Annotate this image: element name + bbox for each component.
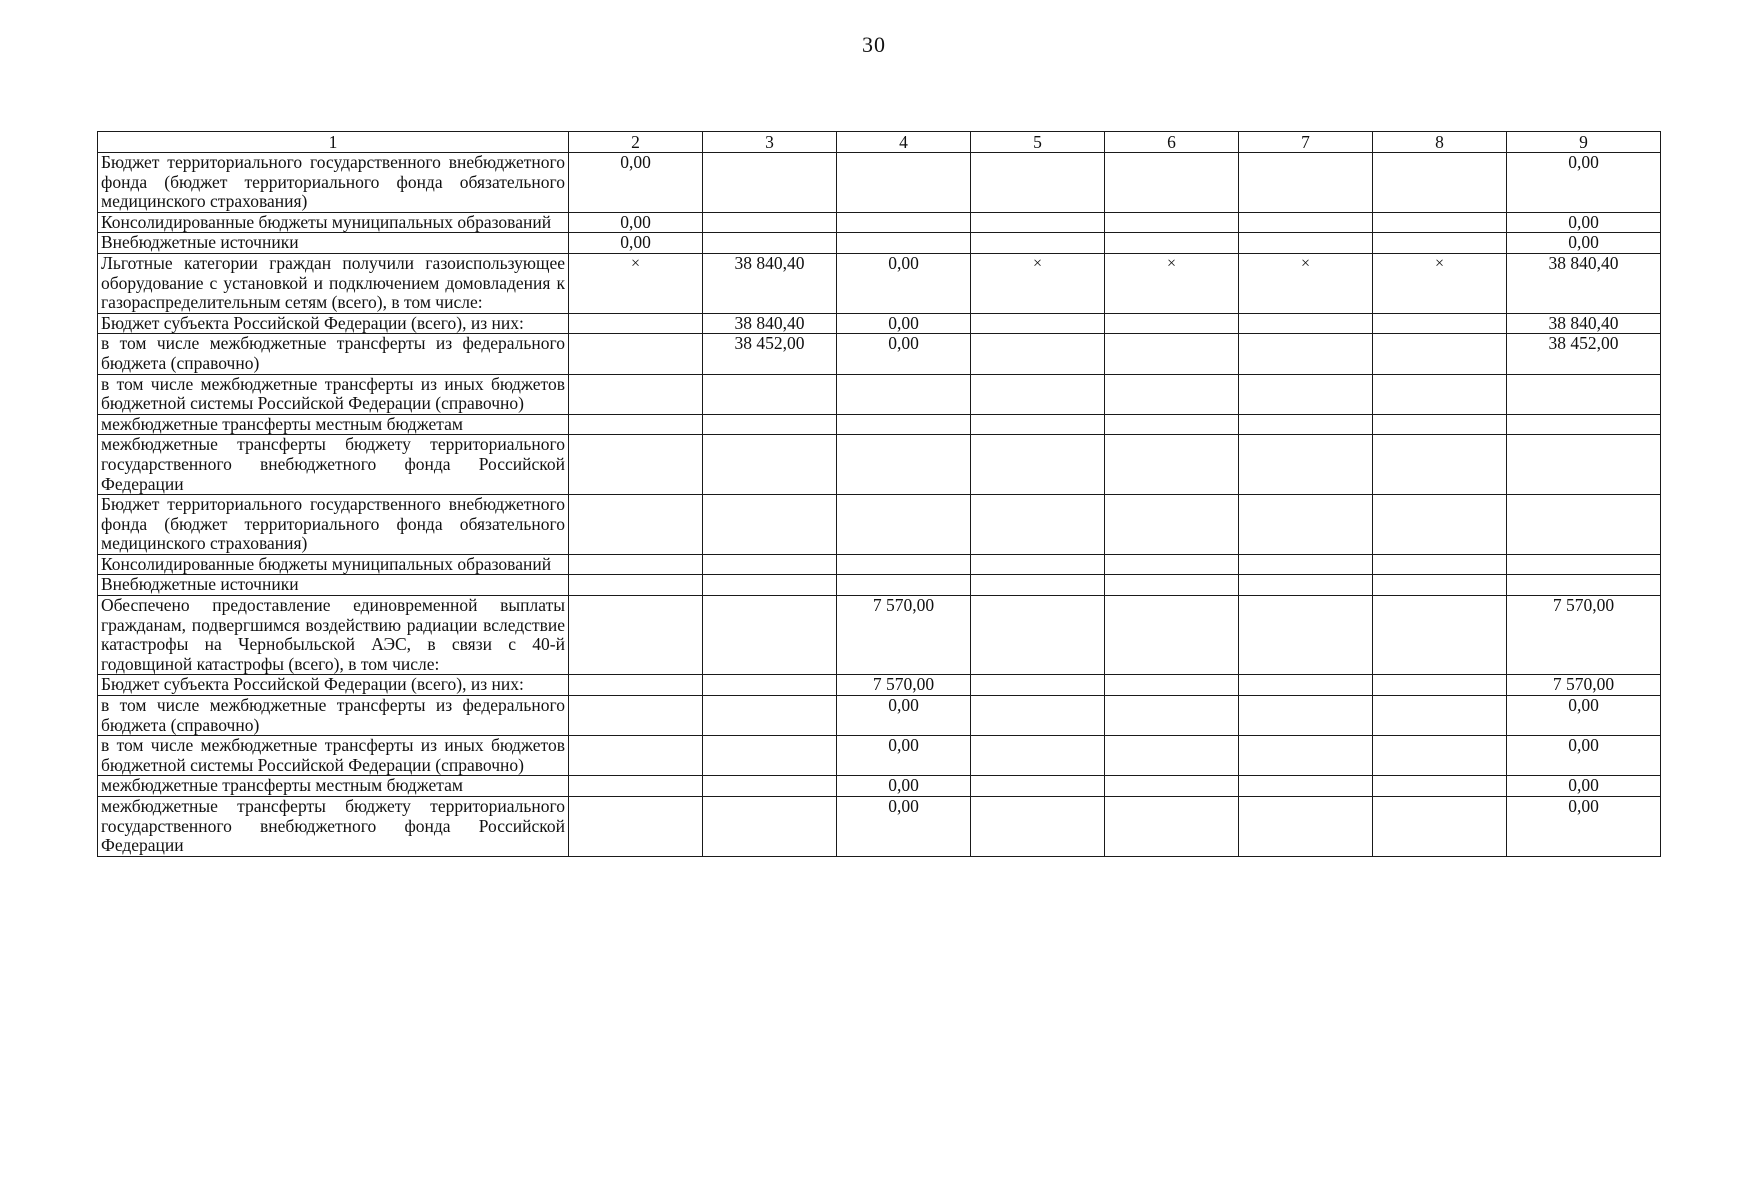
value-cell	[1239, 736, 1373, 776]
value-cell	[703, 414, 837, 435]
value-cell: 0,00	[569, 212, 703, 233]
row-label: Внебюджетные источники	[98, 233, 569, 254]
column-header: 9	[1507, 132, 1661, 153]
value-cell	[1239, 313, 1373, 334]
row-label: в том числе межбюджетные трансферты из федерального бюджета (справочно)	[98, 334, 569, 374]
value-cell	[1373, 696, 1507, 736]
value-cell	[703, 675, 837, 696]
value-cell	[1105, 374, 1239, 414]
value-cell: 38 452,00	[1507, 334, 1661, 374]
value-cell	[703, 374, 837, 414]
value-cell	[971, 696, 1105, 736]
value-cell	[1239, 374, 1373, 414]
value-cell	[1239, 212, 1373, 233]
value-cell	[1373, 554, 1507, 575]
value-cell	[971, 575, 1105, 596]
value-cell	[569, 696, 703, 736]
not-applicable-mark: ×	[569, 253, 703, 313]
not-applicable-mark: ×	[971, 253, 1105, 313]
value-cell: 38 840,40	[1507, 313, 1661, 334]
table-row	[98, 414, 1661, 435]
value-cell	[1105, 313, 1239, 334]
column-header: 1	[98, 132, 569, 153]
value-cell	[703, 575, 837, 596]
value-cell	[1507, 554, 1661, 575]
value-cell	[1239, 554, 1373, 575]
value-cell	[971, 797, 1105, 857]
row-label: в том числе межбюджетные трансферты из иных бюджетов бюджетной системы Российской Федерации (справочно)	[98, 374, 569, 414]
value-cell	[1507, 575, 1661, 596]
row-label: Льготные категории граждан получили газоиспользующее оборудование с установкой и подключением домовладения к газораспределительным сетям (всего), в том числе:	[98, 253, 569, 313]
value-cell: 0,00	[569, 153, 703, 213]
budget-table	[97, 131, 1661, 857]
value-cell: 0,00	[837, 334, 971, 374]
value-cell	[569, 374, 703, 414]
not-applicable-mark: ×	[1105, 253, 1239, 313]
row-label: Бюджет субъекта Российской Федерации (всего), из них:	[98, 313, 569, 334]
column-header: 2	[569, 132, 703, 153]
table-body	[98, 132, 1661, 857]
value-cell	[1105, 334, 1239, 374]
value-cell: 7 570,00	[1507, 675, 1661, 696]
value-cell	[1373, 435, 1507, 495]
value-cell	[971, 736, 1105, 776]
value-cell: 38 840,40	[703, 313, 837, 334]
value-cell	[1507, 435, 1661, 495]
value-cell	[1239, 435, 1373, 495]
value-cell	[1105, 776, 1239, 797]
value-cell	[703, 212, 837, 233]
value-cell	[837, 495, 971, 555]
value-cell	[1239, 334, 1373, 374]
value-cell: 0,00	[837, 253, 971, 313]
value-cell	[569, 313, 703, 334]
table-row	[98, 153, 1661, 213]
value-cell	[1105, 675, 1239, 696]
row-label: межбюджетные трансферты местным бюджетам	[98, 414, 569, 435]
value-cell: 0,00	[837, 776, 971, 797]
value-cell	[971, 776, 1105, 797]
value-cell: 0,00	[1507, 736, 1661, 776]
value-cell: 0,00	[837, 736, 971, 776]
value-cell: 0,00	[1507, 696, 1661, 736]
value-cell	[569, 675, 703, 696]
value-cell: 0,00	[1507, 233, 1661, 254]
not-applicable-mark: ×	[1239, 253, 1373, 313]
table-row	[98, 675, 1661, 696]
value-cell: 7 570,00	[837, 596, 971, 675]
value-cell	[837, 435, 971, 495]
column-header: 7	[1239, 132, 1373, 153]
value-cell	[1105, 575, 1239, 596]
value-cell	[569, 575, 703, 596]
value-cell	[1373, 575, 1507, 596]
value-cell	[703, 736, 837, 776]
value-cell	[971, 233, 1105, 254]
value-cell	[971, 212, 1105, 233]
value-cell	[1239, 797, 1373, 857]
value-cell	[1239, 153, 1373, 213]
table-row	[98, 554, 1661, 575]
value-cell	[837, 554, 971, 575]
value-cell	[569, 435, 703, 495]
table-row	[98, 797, 1661, 857]
value-cell	[1239, 596, 1373, 675]
value-cell: 38 840,40	[703, 253, 837, 313]
value-cell	[1105, 495, 1239, 555]
table-row	[98, 696, 1661, 736]
value-cell: 0,00	[837, 696, 971, 736]
table-row	[98, 495, 1661, 555]
value-cell	[1105, 233, 1239, 254]
row-label: Внебюджетные источники	[98, 575, 569, 596]
value-cell	[1373, 313, 1507, 334]
value-cell	[569, 554, 703, 575]
value-cell: 38 452,00	[703, 334, 837, 374]
value-cell	[1373, 212, 1507, 233]
table-row	[98, 212, 1661, 233]
value-cell	[703, 776, 837, 797]
table-row	[98, 253, 1661, 313]
value-cell: 7 570,00	[1507, 596, 1661, 675]
value-cell	[1105, 696, 1239, 736]
value-cell	[1373, 334, 1507, 374]
value-cell	[703, 495, 837, 555]
value-cell	[1239, 776, 1373, 797]
value-cell: 0,00	[837, 797, 971, 857]
page-number: 30	[862, 32, 886, 57]
value-cell	[569, 797, 703, 857]
table-row	[98, 435, 1661, 495]
value-cell: 0,00	[1507, 153, 1661, 213]
value-cell	[1105, 153, 1239, 213]
value-cell: 0,00	[1507, 212, 1661, 233]
value-cell	[703, 596, 837, 675]
value-cell	[569, 736, 703, 776]
value-cell	[837, 374, 971, 414]
value-cell	[569, 495, 703, 555]
row-label: межбюджетные трансферты бюджету территориального государственного внебюджетного фонда Российской Федерации	[98, 435, 569, 495]
row-label: межбюджетные трансферты местным бюджетам	[98, 776, 569, 797]
value-cell	[1373, 776, 1507, 797]
value-cell	[1105, 435, 1239, 495]
value-cell	[1239, 675, 1373, 696]
value-cell	[971, 334, 1105, 374]
value-cell: 0,00	[837, 313, 971, 334]
value-cell	[971, 374, 1105, 414]
value-cell	[1105, 554, 1239, 575]
table-row	[98, 233, 1661, 254]
value-cell	[1373, 374, 1507, 414]
value-cell	[703, 153, 837, 213]
value-cell	[1507, 374, 1661, 414]
table-row	[98, 596, 1661, 675]
value-cell: 0,00	[569, 233, 703, 254]
value-cell	[971, 313, 1105, 334]
value-cell	[569, 596, 703, 675]
value-cell	[1105, 212, 1239, 233]
column-header: 4	[837, 132, 971, 153]
table-row	[98, 313, 1661, 334]
value-cell	[837, 212, 971, 233]
column-header: 8	[1373, 132, 1507, 153]
value-cell	[1239, 233, 1373, 254]
value-cell	[1373, 153, 1507, 213]
column-header: 3	[703, 132, 837, 153]
value-cell	[1105, 596, 1239, 675]
value-cell	[1373, 596, 1507, 675]
value-cell	[1239, 414, 1373, 435]
row-label: в том числе межбюджетные трансферты из федерального бюджета (справочно)	[98, 696, 569, 736]
value-cell	[1105, 736, 1239, 776]
value-cell	[971, 435, 1105, 495]
value-cell	[1373, 233, 1507, 254]
value-cell	[1105, 797, 1239, 857]
value-cell	[703, 435, 837, 495]
table-row	[98, 374, 1661, 414]
value-cell	[837, 414, 971, 435]
table-row	[98, 334, 1661, 374]
value-cell	[1239, 495, 1373, 555]
value-cell	[569, 414, 703, 435]
not-applicable-mark: ×	[1373, 253, 1507, 313]
row-label: Бюджет территориального государственного внебюджетного фонда (бюджет территориального фонда обязательного медицинского страхования)	[98, 495, 569, 555]
value-cell	[569, 334, 703, 374]
value-cell	[1239, 696, 1373, 736]
row-label: Консолидированные бюджеты муниципальных образований	[98, 554, 569, 575]
value-cell	[703, 233, 837, 254]
row-label: в том числе межбюджетные трансферты из иных бюджетов бюджетной системы Российской Федерации (справочно)	[98, 736, 569, 776]
value-cell	[1373, 675, 1507, 696]
column-header: 5	[971, 132, 1105, 153]
value-cell	[703, 696, 837, 736]
row-label: Бюджет субъекта Российской Федерации (всего), из них:	[98, 675, 569, 696]
value-cell	[837, 233, 971, 254]
value-cell	[837, 575, 971, 596]
value-cell	[1507, 414, 1661, 435]
row-label: межбюджетные трансферты бюджету территориального государственного внебюджетного фонда Российской Федерации	[98, 797, 569, 857]
value-cell: 0,00	[1507, 776, 1661, 797]
table-row	[98, 575, 1661, 596]
table-row	[98, 736, 1661, 776]
value-cell	[703, 554, 837, 575]
row-label: Консолидированные бюджеты муниципальных образований	[98, 212, 569, 233]
value-cell	[1105, 414, 1239, 435]
value-cell	[971, 153, 1105, 213]
value-cell	[837, 153, 971, 213]
value-cell	[1507, 495, 1661, 555]
value-cell: 38 840,40	[1507, 253, 1661, 313]
value-cell	[1239, 575, 1373, 596]
table-row	[98, 776, 1661, 797]
value-cell	[971, 414, 1105, 435]
value-cell	[569, 776, 703, 797]
row-label: Обеспечено предоставление единовременной выплаты гражданам, подвергшимся воздействию радиации вследствие катастрофы на Чернобыльской АЭС, в связи с 40-й годовщиной катастрофы (всего), в том числе:	[98, 596, 569, 675]
value-cell	[1373, 797, 1507, 857]
value-cell	[971, 596, 1105, 675]
value-cell	[703, 797, 837, 857]
column-header: 6	[1105, 132, 1239, 153]
value-cell	[1373, 736, 1507, 776]
value-cell: 7 570,00	[837, 675, 971, 696]
row-label: Бюджет территориального государственного внебюджетного фонда (бюджет территориального фонда обязательного медицинского страхования)	[98, 153, 569, 213]
value-cell	[971, 554, 1105, 575]
value-cell	[1373, 495, 1507, 555]
value-cell	[971, 675, 1105, 696]
value-cell	[1373, 414, 1507, 435]
table-header-row	[98, 132, 1661, 153]
value-cell	[971, 495, 1105, 555]
value-cell: 0,00	[1507, 797, 1661, 857]
